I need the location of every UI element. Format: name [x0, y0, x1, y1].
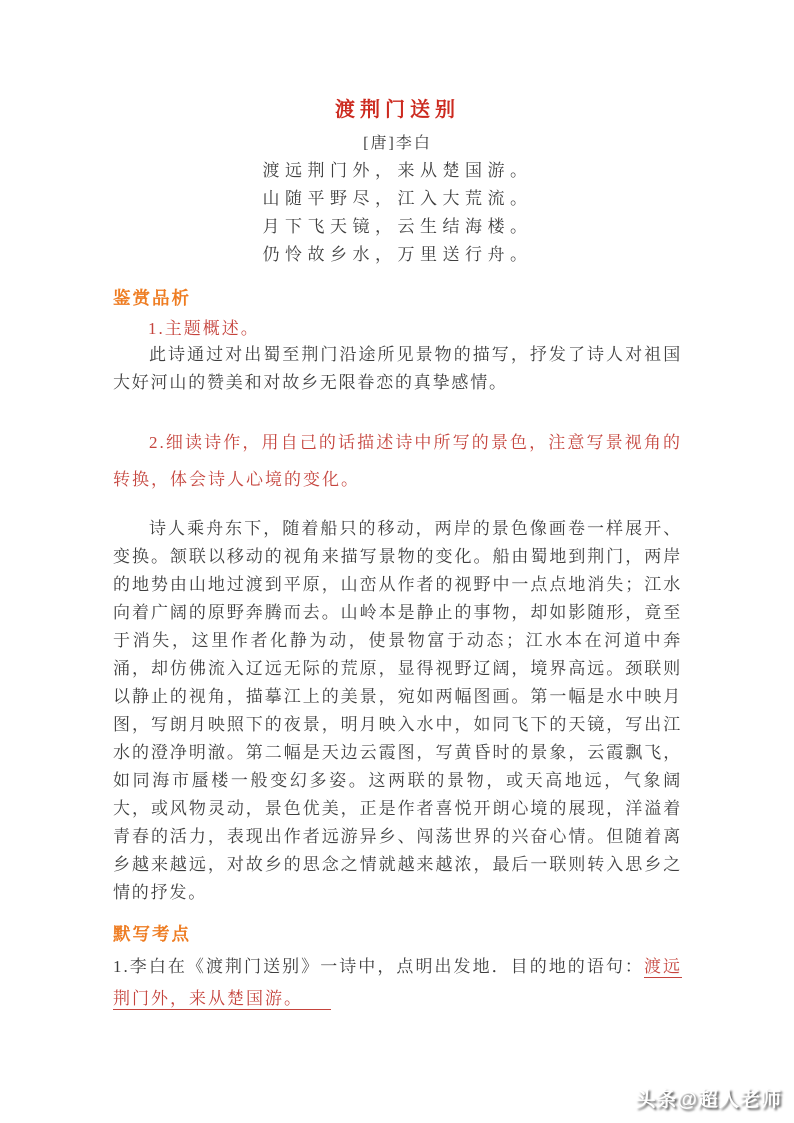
dictation-question-prompt: 1.李白在《渡荆门送别》一诗中，点明出发地．目的地的语句： — [113, 957, 644, 976]
dictation-question — [113, 951, 682, 1015]
poem-line: 月下飞天镜，云生结海楼。 — [262, 217, 533, 236]
appreciation-point1-text: 此诗通过对出蜀至荆门沿途所见景物的描写，抒发了诗人对祖国大好河山的赞美和对故乡无限眷恋的真挚感情。 — [113, 345, 682, 392]
poem-line: 仍怜故乡水，万里送行舟。 — [262, 245, 533, 264]
poem-line: 山随平野尽，江入大荒流。 — [262, 189, 533, 208]
section-heading-dictation: 默写考点 — [113, 924, 191, 944]
poem-author: [唐]李白 — [363, 135, 432, 152]
section-heading-appreciation: 鉴赏品析 — [113, 288, 191, 308]
appreciation-point1-label: 1.主题概述。 — [148, 319, 260, 338]
poem-line: 渡远荆门外，来从楚国游。 — [262, 161, 533, 180]
watermark: 头条@超人老师 — [635, 1089, 782, 1111]
dictation-answer-underlined: 渡远荆门外，来从楚国游。 — [113, 957, 683, 1008]
poem-body — [113, 157, 682, 269]
appreciation-point2-text: 诗人乘舟东下，随着船只的移动，两岸的景色像画卷一样展开、变换。颔联以移动的视角来描写景物的变化。船由蜀地到荆门，两岸的地势由山地过渡到平原，山峦从作者的视野中一点点地消失；江水向着广阔的原野奔腾而去。山岭本是静止的事物，却如影随形，竟至于消失，这里作者化静为动，使景物富于动态；江水本在河道中奔涌，却仿佛流入辽远无际的荒原，显得视野辽阔，境界高远。颈联则以静止的视角，描摹江上的美景，宛如两幅图画。第一幅是水中映月图，写朗月映照下的夜景，明月映入水中，如同飞下的天镜，写出江水的澄净明澈。第二幅是天边云霞图，写黄昏时的景象，云霞飘飞，如同海市蜃楼一般变幻多姿。这两联的景物，或天高地远，气象阔大，或风物灵动，景色优美，正是作者喜悦开朗心境的展现，洋溢着青春的活力，表现出作者远游异乡、闯荡世界的兴奋心情。但随着离乡越来越远，对故乡的思念之情就越来越浓，最后一联则转入思乡之情的抒发。 — [113, 519, 682, 902]
appreciation-point2-label: 2.细读诗作，用自己的话描述诗中所写的景色，注意写景视角的转换，体会诗人心境的变化。 — [113, 433, 682, 489]
poem-title: 渡荆门送别 — [335, 99, 460, 121]
